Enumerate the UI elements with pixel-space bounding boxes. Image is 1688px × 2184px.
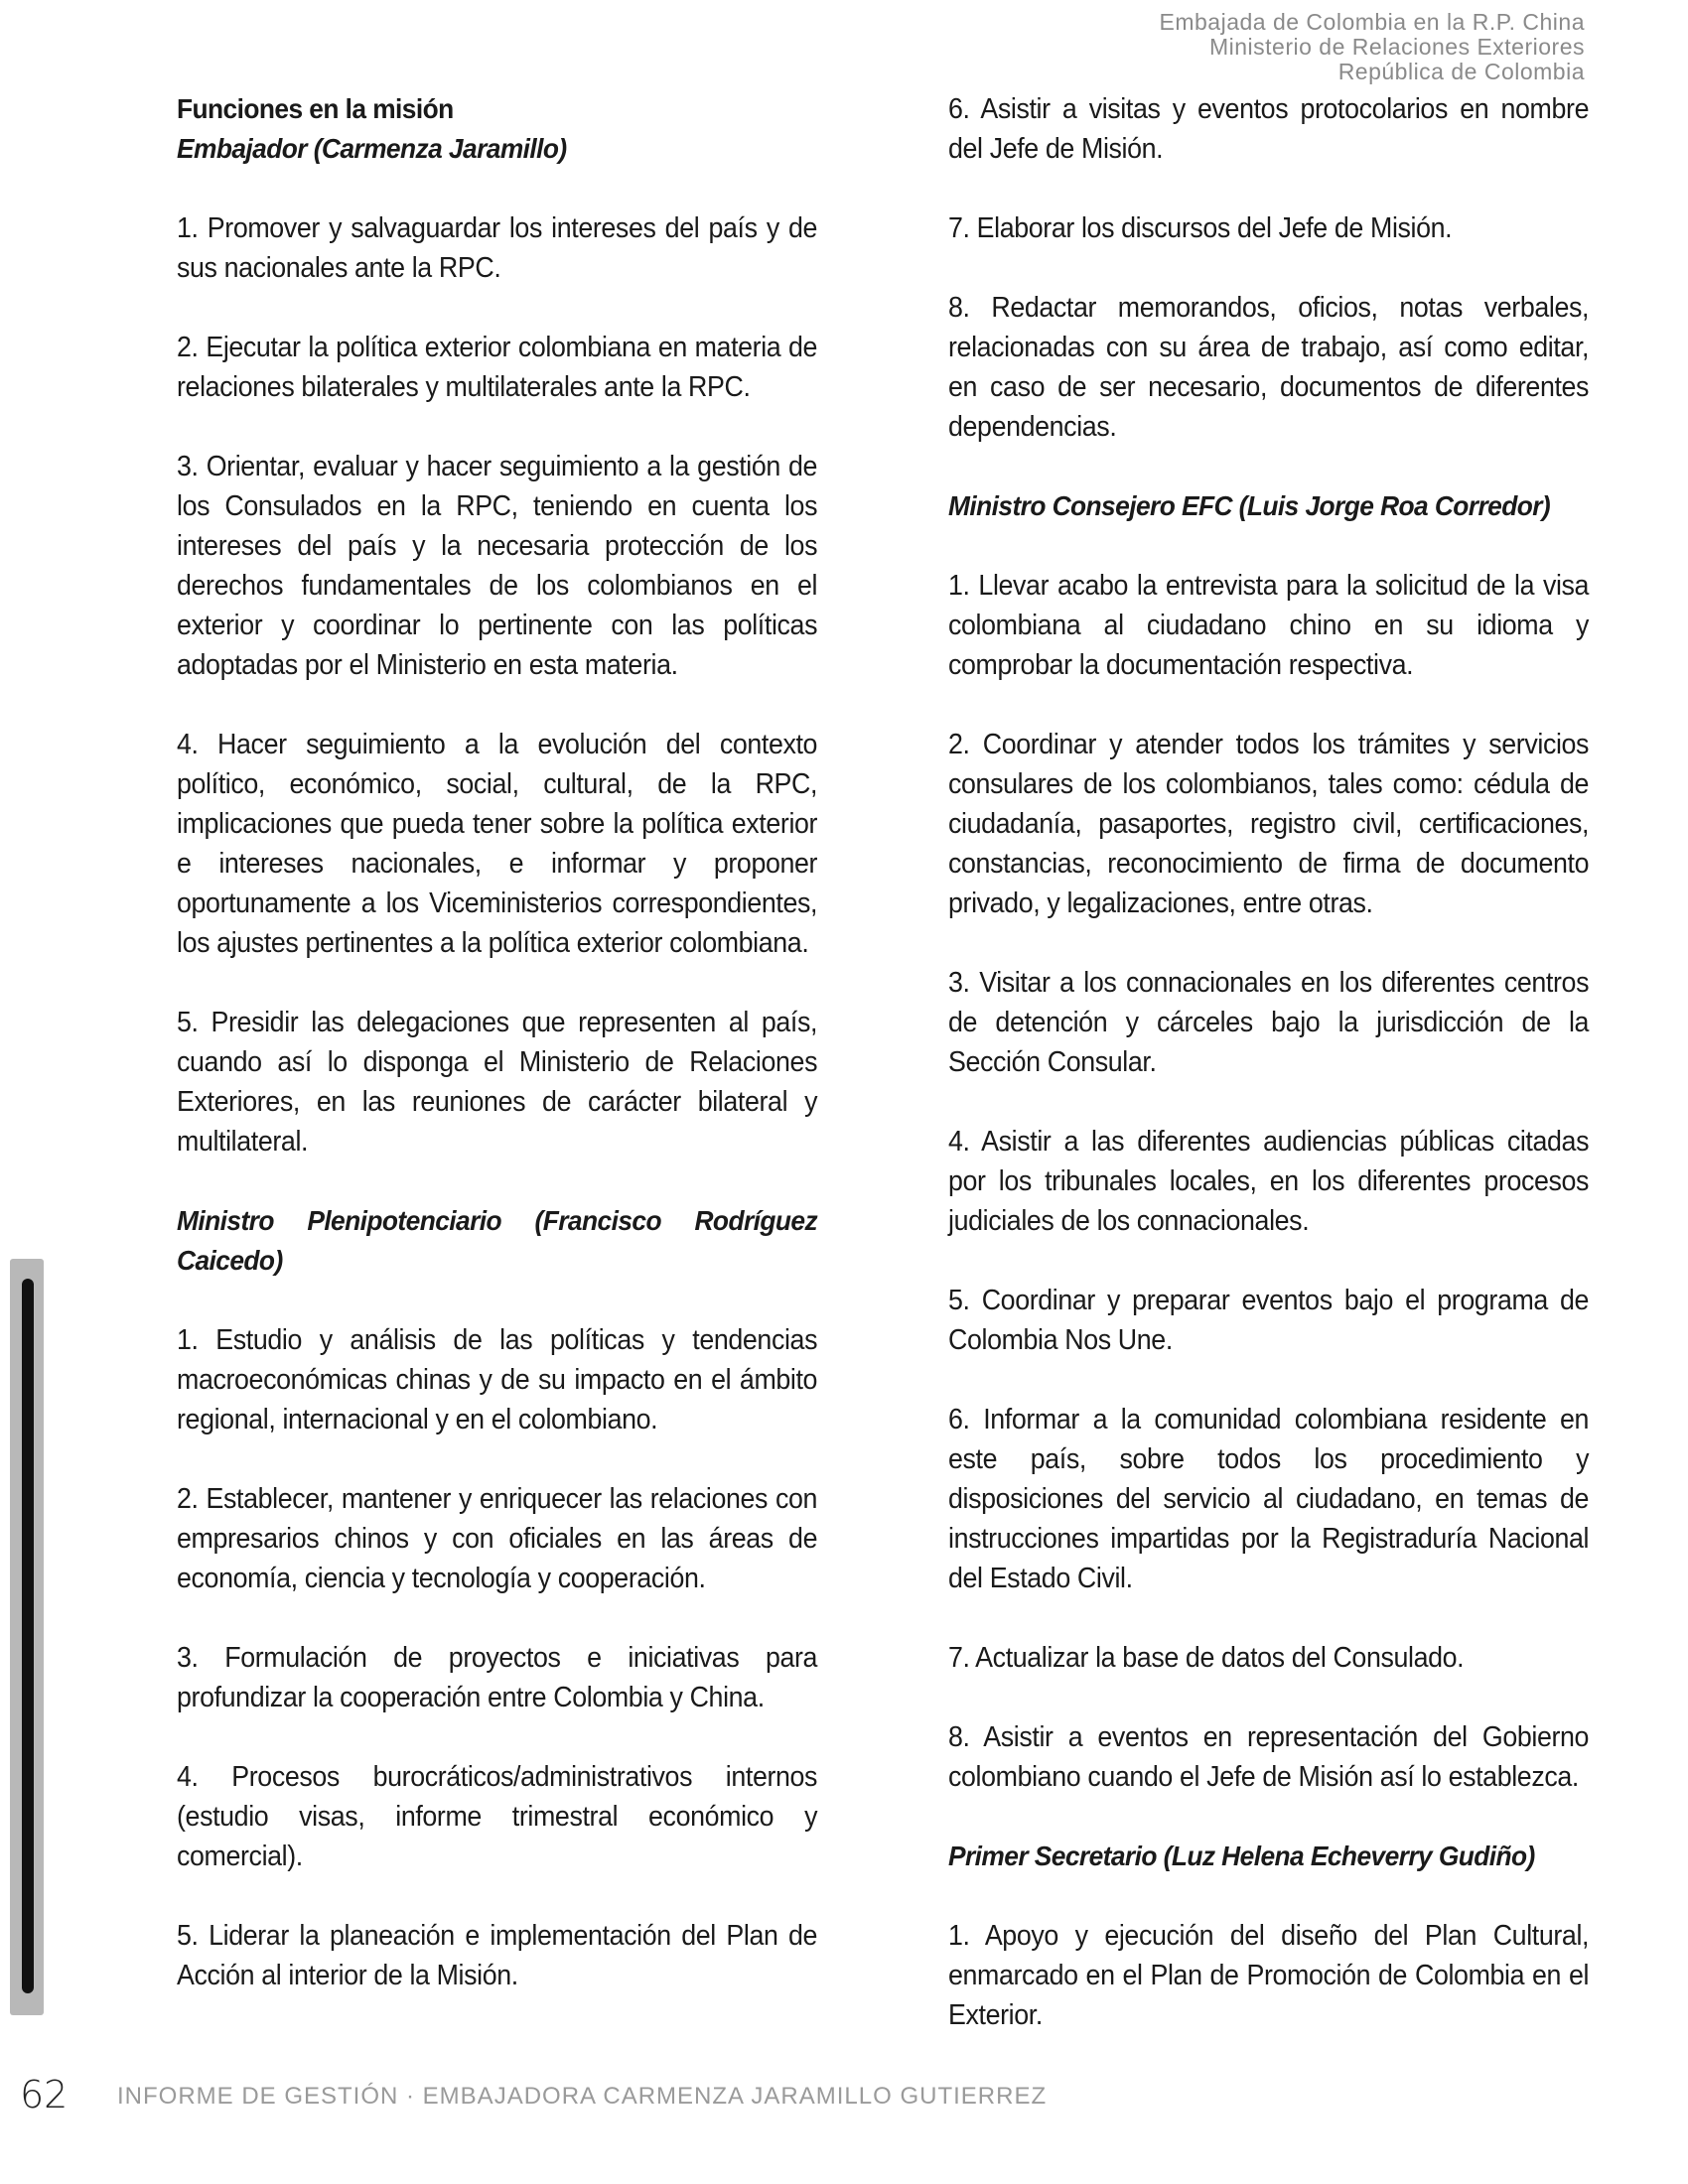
list-item: 4. Procesos burocráticos/administrativos internos (estudio visas, informe trimestral económico y comercial).	[177, 1761, 818, 1872]
list-item: 3. Visitar a los connacionales en los diferentes centros de detención y cárceles bajo la jurisdicción de la Sección Consular.	[948, 967, 1590, 1078]
header-ministry: Ministerio de Relaciones Exteriores	[1209, 34, 1585, 60]
right-column	[948, 89, 1589, 2075]
list-item: 4. Hacer seguimiento a la evolución del contexto político, económico, social, cultural, de la RPC, implicaciones que pueda tener sobre la política exterior e intereses nacionales, e informar y proponer oportunamente a los Viceministerios correspondientes, los ajustes pertinentes a la política exterior colombiana.	[177, 729, 818, 959]
list-item: 4. Asistir a las diferentes audiencias públicas citadas por los tribunales locales, en los diferentes procesos judiciales de los connacionales.	[948, 1126, 1590, 1237]
list-item: 2. Establecer, mantener y enriquecer las relaciones con empresarios chinos y con oficiales en las áreas de economía, ciencia y tecnología y cooperación.	[177, 1483, 818, 1594]
list-item: 7. Elaborar los discursos del Jefe de Misión.	[948, 212, 1453, 244]
list-item: 1. Llevar acabo la entrevista para la solicitud de la visa colombiana al ciudadano chino en su idioma y comprobar la documentación respectiva.	[948, 570, 1590, 681]
list-item: 7. Actualizar la base de datos del Consulado.	[948, 1642, 1465, 1674]
list-item: 1. Apoyo y ejecución del diseño del Plan Cultural, enmarcado en el Plan de Promoción de Colombia en el Exterior.	[948, 1920, 1590, 2031]
section-heading	[177, 89, 817, 169]
header-country: República de Colombia	[1337, 59, 1585, 84]
header-embassy: Embajada de Colombia en la R.P. China	[1159, 9, 1585, 35]
list-item: 1. Promover y salvaguardar los intereses del país y de sus nacionales ante la RPC.	[177, 212, 818, 284]
list-item: 2. Ejecutar la política exterior colombiana en materia de relaciones bilaterales y multilaterales ante la RPC.	[177, 332, 818, 403]
consejero-title: Ministro Consejero EFC (Luis Jorge Roa Corredor)	[948, 490, 1551, 521]
list-item: 3. Orientar, evaluar y hacer seguimiento a la gestión de los Consulados en la RPC, teniendo en cuenta los intereses del país y la necesaria protección de los derechos fundamentales de los colombianos en el exterior y coordinar lo pertinente con las políticas adoptadas por el Ministerio en esta materia.	[177, 451, 818, 681]
functions-heading: Funciones en la misión	[177, 93, 454, 124]
left-column	[177, 89, 817, 2035]
list-item: 6. Asistir a visitas y eventos protocolarios en nombre del Jefe de Misión.	[948, 93, 1590, 165]
page-header	[1160, 10, 1586, 84]
embajador-title: Embajador (Carmenza Jaramillo)	[177, 133, 567, 164]
list-item: 5. Liderar la planeación e implementación del Plan de Acción al interior de la Misión.	[177, 1920, 818, 1991]
list-item: 8. Asistir a eventos en representación del Gobierno colombiano cuando el Jefe de Misión así lo establezca.	[948, 1721, 1590, 1793]
secretario-title: Primer Secretario (Luz Helena Echeverry Gudiño)	[948, 1841, 1535, 1871]
list-item: 5. Coordinar y preparar eventos bajo el programa de Colombia Nos Une.	[948, 1285, 1590, 1356]
ministro-title: Ministro Plenipotenciario (Francisco Rodríguez Caicedo)	[177, 1205, 818, 1276]
footer-text: INFORME DE GESTIÓN · EMBAJADORA CARMENZA JARAMILLO GUTIERREZ	[117, 2083, 1048, 2110]
decorative-side-bar	[10, 1259, 44, 2015]
list-item: 3. Formulación de proyectos e iniciativas para profundizar la cooperación entre Colombia y China.	[177, 1642, 818, 1713]
list-item: 6. Informar a la comunidad colombiana residente en este país, sobre todos los procedimiento y disposiciones del servicio al ciudadano, en temas de instrucciones impartidas por la Registraduría Nacional del Estado Civil.	[948, 1404, 1590, 1594]
list-item: 5. Presidir las delegaciones que representen al país, cuando así lo disponga el Ministerio de Relaciones Exteriores, en las reuniones de carácter bilateral y multilateral.	[177, 1007, 818, 1158]
page-number: 62	[20, 2073, 69, 2116]
list-item: 2. Coordinar y atender todos los trámites y servicios consulares de los colombianos, tales como: cédula de ciudadanía, pasaportes, registro civil, certificaciones, constancias, reconocimiento de firma de documento privado, y legalizaciones, entre otras.	[948, 729, 1590, 919]
list-item: 1. Estudio y análisis de las políticas y tendencias macroeconómicas chinas y de su impacto en el ámbito regional, internacional y en el colombiano.	[177, 1324, 818, 1435]
list-item: 8. Redactar memorandos, oficios, notas verbales, relacionadas con su área de trabajo, así como editar, en caso de ser necesario, documentos de diferentes dependencias.	[948, 292, 1590, 443]
